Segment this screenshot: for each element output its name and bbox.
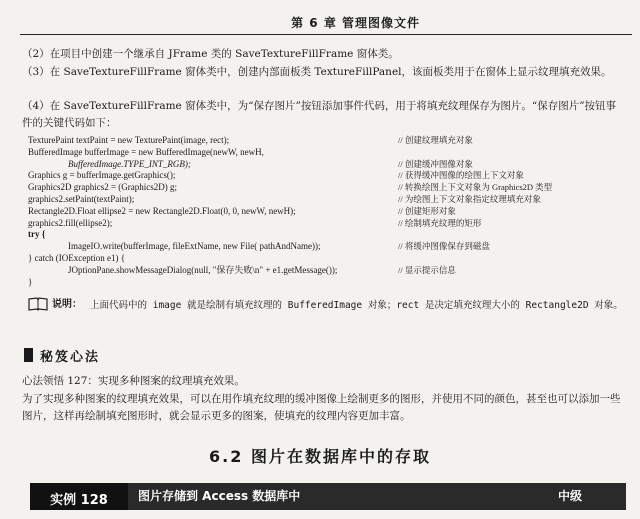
code-block (28, 135, 628, 288)
header-rule (20, 34, 632, 35)
code-line (28, 135, 628, 147)
code-line (28, 265, 628, 277)
code-text: Rectangle2D.Float ellipse2 = new Rectangle2D.Float(0, 0, newW, newH); (28, 205, 296, 216)
example-title: 图片存储到 Access 数据库中 (138, 489, 301, 503)
example-bar (30, 483, 626, 510)
code-line (28, 170, 628, 182)
code-text: graphics2.fill(ellipse2); (28, 217, 113, 228)
code-line (28, 229, 628, 241)
code-text: Graphics2D graphics2 = (Graphics2D) g; (28, 182, 178, 193)
code-text: JOptionPane.showMessageDialog(null, "保存失败\n" + e1.getMessage()); (68, 264, 338, 275)
section-marker (24, 348, 33, 362)
code-text: BufferedImage bufferImage = new BufferedImage(newW, newH, (28, 146, 264, 157)
code-comment: // 显示提示信息 (398, 264, 456, 275)
code-comment: // 转换绘图上下文对象为 Graphics2D 类型 (398, 182, 553, 193)
note-label: 说明： (52, 299, 82, 310)
code-text: graphics2.setPaint(textPaint); (28, 193, 135, 204)
example-level: 中级 (558, 489, 583, 503)
code-text: ImageIO.write(bufferImage, fileExtName, new File( pathAndName)); (68, 241, 321, 252)
code-line (28, 147, 628, 159)
code-line (28, 206, 628, 218)
code-line (28, 159, 628, 171)
tip-heading: 心法领悟 127：实现多种图案的纹理填充效果。 (22, 375, 245, 387)
code-text: } (28, 276, 33, 287)
example-tag: 实例 128 (30, 483, 128, 510)
step-2: （2）在项目中创建一个继承自 JFrame 类的 SaveTextureFillFrame 窗体类。 (22, 48, 399, 60)
chapter-header: 第 6 章 管理图像文件 (291, 16, 420, 30)
tip-body: 为了实现多种图案的纹理填充效果，可以在用作填充纹理的缓冲图像上绘制更多的图形，并使用不同的颜色，甚至也可以添加一些图片，这样再绘制填充图形时，就会显示更多的图案，使填充的纹理内容更加丰富。 (22, 393, 621, 422)
code-text: Graphics g = bufferImage.getGraphics(); (28, 170, 176, 181)
note-body: 上面代码中的 image 就是绘制有填充纹理的 BufferedImage 对象；rect 是决定填充纹理大小的 Rectangle2D 对象。 (90, 300, 623, 311)
code-line (28, 241, 628, 253)
code-text: TexturePaint textPaint = new TexturePaint(image, rect); (28, 135, 230, 145)
code-comment: // 创建纹理填充对象 (398, 135, 473, 145)
code-comment: // 绘制填充纹理的矩形 (398, 217, 482, 228)
code-comment: // 为绘图上下文对象指定纹理填充对象 (398, 193, 541, 204)
chapter-title: 6.2 图片在数据库中的存取 (209, 447, 431, 466)
page-header (0, 0, 640, 36)
code-comment: // 创建矩形对象 (398, 205, 456, 216)
code-text: BufferedImage.TYPE_INT_RGB); (68, 158, 191, 169)
code-comment: // 将缓冲图像保存到磁盘 (398, 241, 490, 252)
code-text: } catch (IOException e1) { (28, 252, 126, 263)
step-4: （4）在 SaveTextureFillFrame 窗体类中，为“保存图片”按钮添加事件代码，用于将填充纹理保存为图片。“保存图片”按钮事件的关键代码如下： (22, 100, 617, 129)
code-line (28, 182, 628, 194)
code-line (28, 277, 628, 289)
code-text: try { (28, 229, 46, 240)
step-3: （3）在 SaveTextureFillFrame 窗体类中，创建内部面板类 TextureFillPanel，该面板类用于在窗体上显示纹理填充效果。 (22, 66, 612, 78)
code-comment: // 获得缓冲图像的绘图上下文对象 (398, 170, 524, 181)
book-icon (28, 297, 48, 311)
code-line (28, 253, 628, 265)
code-line (28, 194, 628, 206)
code-comment: // 创建缓冲图像对象 (398, 158, 473, 169)
code-line (28, 218, 628, 230)
section-title-text: 秘笈心法 (40, 350, 101, 365)
